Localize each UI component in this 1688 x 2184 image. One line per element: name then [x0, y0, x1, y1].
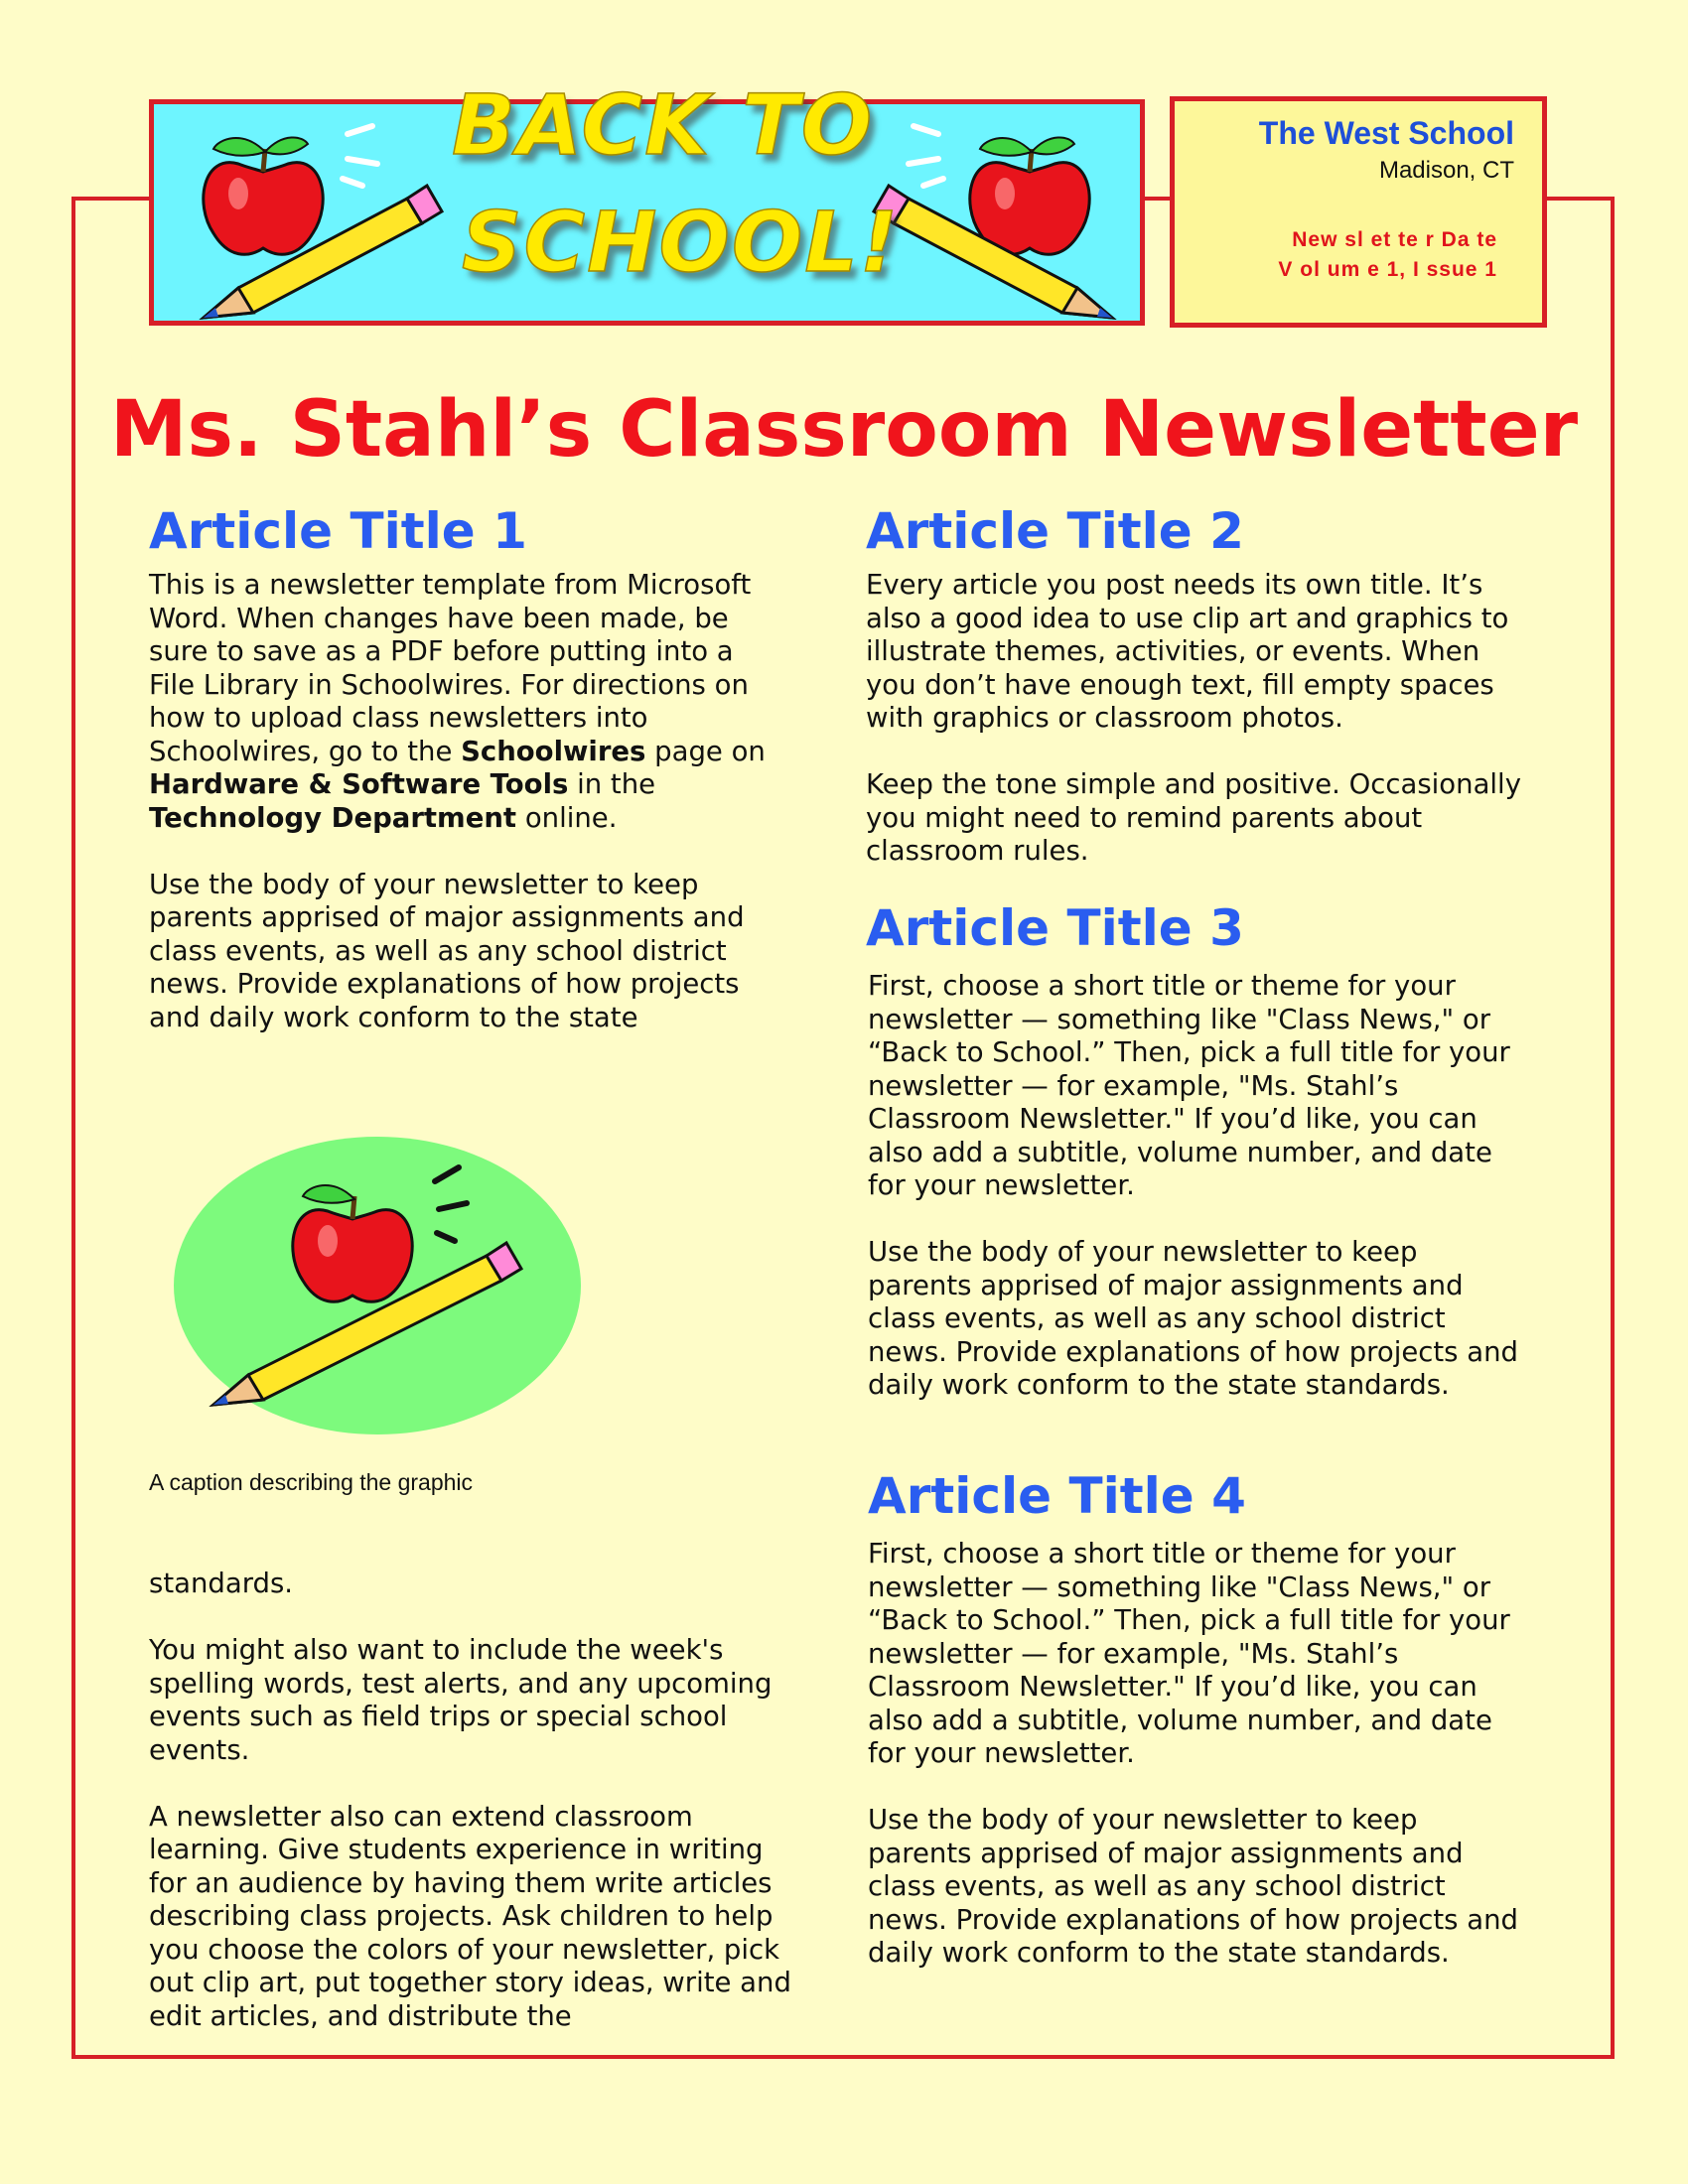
school-city: Madison, CT — [1378, 157, 1514, 184]
article-3-paragraph-2: Use the body of your newsletter to keep parents apprised of major assignments and class events, as well as any school district news. Provide explanations of how projects and daily work conform to the state standards. — [868, 1236, 1518, 1401]
article-4-title: Article Title 4 — [868, 1467, 1246, 1525]
article-1-paragraph-4: You might also want to include the week's spelling words, test alerts, and any upcoming events such as field trips or special school events. — [149, 1634, 773, 1766]
article-3-body — [868, 970, 1518, 1403]
p1-text-c: page on — [645, 735, 766, 767]
technology-department-bold: Technology Department — [149, 801, 517, 834]
article-2-title: Article Title 2 — [866, 502, 1244, 560]
article-1-paragraph-5: A newsletter also can extend classroom learning. Give students experience in writing for an audience by having them write articles describing class projects. Ask children to help you choose the colors of your newsletter, pick out clip art, put together story ideas, write and edit articles, and distribute the — [149, 1800, 791, 2032]
hardware-software-bold: Hardware & Software Tools — [149, 768, 569, 800]
page-title: Ms. Stahl’s Classroom Newsletter — [109, 385, 1579, 475]
article-3-title: Article Title 3 — [866, 899, 1244, 957]
back-to-school-banner — [149, 76, 1145, 326]
article-1-paragraph-3: standards. — [149, 1568, 294, 1599]
apple-pencil-clipart — [169, 1132, 586, 1439]
p1-text-e: online. — [516, 801, 618, 834]
article-2-body — [866, 569, 1521, 869]
article-1-title: Article Title 1 — [149, 502, 527, 560]
p1-text-d: in the — [568, 768, 656, 800]
apple-icon — [970, 137, 1089, 254]
p1-text-a: This is a newsletter template from Microsoft Word. When changes have been made, be sure to save as a PDF before putting into a File Library in Schoolwires. For directions on how to upload class newsletters into Schoolwires, go to the — [149, 569, 752, 767]
banner-line-2: SCHOOL! — [462, 194, 901, 291]
school-name: The West School — [1258, 115, 1514, 151]
schoolwires-bold: Schoolwires — [461, 735, 646, 767]
article-2-paragraph-1: Every article you post needs its own title. It’s also a good idea to use clip art and graphics to illustrate themes, activities, or events. When you don’t have enough text, fill empty spaces with graphics or classroom photos. — [866, 569, 1509, 734]
article-1-paragraph-1 — [149, 569, 784, 835]
article-4-body — [868, 1538, 1523, 1971]
article-1-continued — [149, 1568, 804, 2033]
school-info-box — [1170, 96, 1547, 328]
article-4-paragraph-1: First, choose a short title or theme for your newsletter — something like "Class News," or “Back to School.” Then, pick a full title for your newsletter — for example, "Ms. Stahl’s Classroom Newsletter." If you’d like, you can also add a subtitle, volume number, and date for your newsletter. — [868, 1538, 1510, 1769]
newsletter-date: New sl et te r Da te — [1292, 228, 1497, 251]
apple-icon — [204, 137, 323, 254]
volume-issue: V ol um e 1, I ssue 1 — [1278, 258, 1497, 281]
banner-line-1: BACK TO — [452, 76, 875, 174]
article-2-paragraph-2: Keep the tone simple and positive. Occasionally you might need to remind parents about classroom rules. — [866, 768, 1521, 867]
article-1-paragraph-2: Use the body of your newsletter to keep parents apprised of major assignments and class events, as well as any school district news. Provide explanations of how projects and daily work conform to the state — [149, 868, 745, 1033]
article-3-paragraph-1: First, choose a short title or theme for your newsletter — something like "Class News," or “Back to School.” Then, pick a full title for your newsletter — for example, "Ms. Stahl’s Classroom Newsletter." If you’d like, you can also add a subtitle, volume number, and date for your newsletter. — [868, 970, 1510, 1201]
article-1-body — [149, 569, 784, 1034]
article-4-paragraph-2: Use the body of your newsletter to keep parents apprised of major assignments and class events, as well as any school district news. Provide explanations of how projects and daily work conform to the state standards. — [868, 1804, 1518, 1969]
graphic-caption: A caption describing the graphic — [149, 1469, 474, 1495]
